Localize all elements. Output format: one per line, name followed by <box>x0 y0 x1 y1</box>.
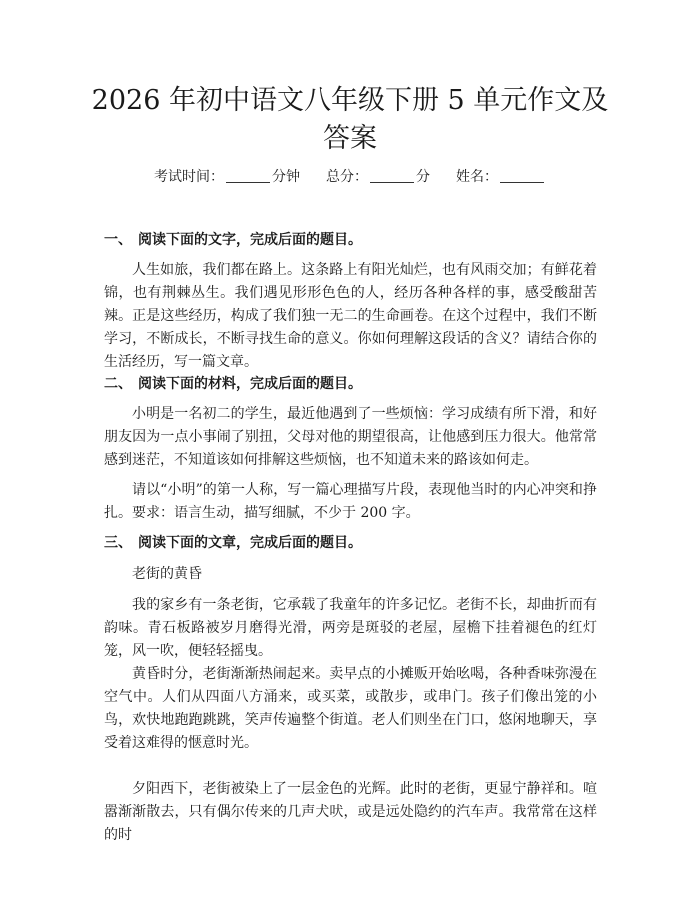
exam-meta <box>0 167 700 187</box>
score-label: 总分： <box>326 169 368 185</box>
section-number: 三、 <box>104 535 132 551</box>
section-heading-text: 阅读下面的文章，完成后面的题目。 <box>138 535 362 551</box>
section-heading-2 <box>104 374 362 394</box>
section-heading-3 <box>104 533 362 553</box>
paragraph: 黄昏时分，老街渐渐热闹起来。卖早点的小摊贩开始吆喝，各种香味弥漫在空气中。人们从四面八方涌来，或买菜，或散步，或串门。孩子们像出笼的小鸟，欢快地跑跑跳跳，笑声传遍整个街道。老人们则坐在门口，悠闲地聊天，享受着这难得的惬意时光。 <box>104 666 597 751</box>
section-number: 二、 <box>104 376 132 392</box>
paragraph: 我的家乡有一条老街，它承载了我童年的许多记忆。老街不长，却曲折而有韵味。青石板路被岁月磨得光滑，两旁是斑驳的老屋，屋檐下挂着褪色的红灯笼，风一吹，便轻轻摇曳。 <box>104 597 597 659</box>
score-blank <box>370 168 414 183</box>
page-title: 2026 年初中语文八年级下册 5 单元作文及答案 <box>91 85 609 154</box>
section-number: 一、 <box>104 232 132 248</box>
section-heading-text: 阅读下面的文字，完成后面的题目。 <box>138 232 362 248</box>
name-label: 姓名： <box>456 169 498 185</box>
paragraph: 请以“小明”的第一人称，写一篇心理描写片段，表现他当时的内心冲突和挣扎。要求：语言生动，描写细腻，不少于 200 字。 <box>104 482 597 521</box>
score-unit: 分 <box>416 169 430 185</box>
article-title: 老街的黄昏 <box>132 566 202 582</box>
paragraph: 小明是一名初二的学生，最近他遇到了一些烦恼：学习成绩有所下滑，和好朋友因为一点小事闹了别扭，父母对他的期望很高，让他感到压力很大。他常常感到迷茫，不知道该如何排解这些烦恼，也不知道未来的路该如何走。 <box>104 406 597 468</box>
paragraph: 人生如旅，我们都在路上。这条路上有阳光灿烂，也有风雨交加；有鲜花着锦，也有荆棘丛生。我们遇见形形色色的人，经历各种各样的事，感受酸甜苦辣。正是这些经历，构成了我们独一无二的生命画卷。在这个过程中，我们不断学习，不断成长，不断寻找生命的意义。你如何理解这段话的含义？请结合你的生活经历，写一篇文章。 <box>104 262 597 370</box>
time-label: 考试时间： <box>154 169 224 185</box>
section-heading-text: 阅读下面的材料，完成后面的题目。 <box>138 376 362 392</box>
time-unit: 分钟 <box>272 169 300 185</box>
section-heading-1 <box>104 230 362 250</box>
name-blank <box>500 168 544 183</box>
paragraph: 夕阳西下，老街被染上了一层金色的光辉。此时的老街，更显宁静祥和。喧嚣渐渐散去，只有偶尔传来的几声犬吠，或是远处隐约的汽车声。我常常在这样的时 <box>104 781 597 843</box>
time-blank <box>226 168 270 183</box>
